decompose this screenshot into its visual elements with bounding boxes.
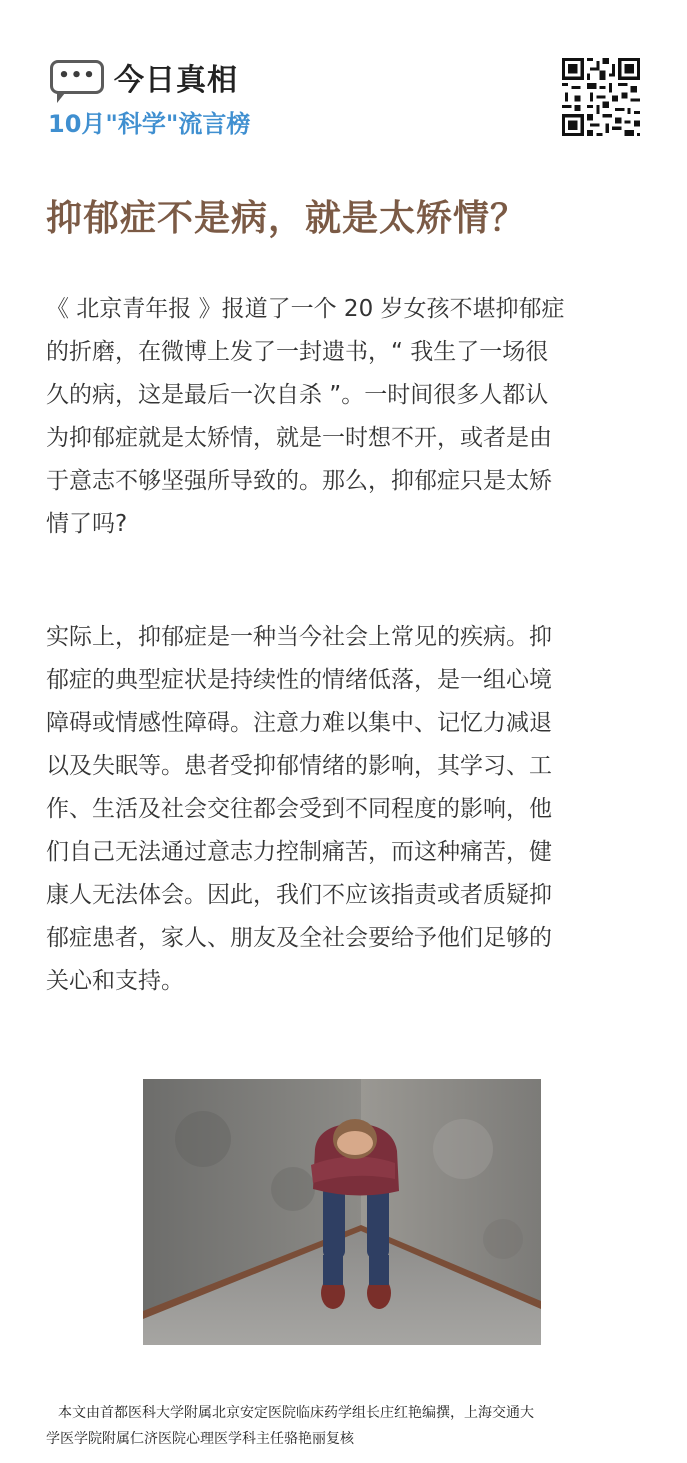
header: [0, 0, 687, 150]
paragraph-line: 久的病，这是最后一次自杀 ”。一时间很多人都认: [46, 382, 549, 408]
article-paragraph-2: [46, 616, 646, 1003]
footer-line: 学医学院附属仁济医院心理医学科主任骆艳丽复核: [46, 1431, 354, 1447]
paragraph-line: 郁症患者，家人、朋友及全社会要给予他们足够的: [46, 925, 552, 951]
paragraph-line: 实际上，抑郁症是一种当今社会上常见的疾病。抑: [46, 624, 552, 650]
paragraph-line: 作、生活及社会交往都会受到不同程度的影响，他: [46, 796, 552, 822]
paragraph-line: 为抑郁症就是太矫情，就是一时想不开，或者是由: [46, 425, 552, 451]
qr-code-icon: [562, 58, 640, 136]
paragraph-line: 关心和支持。: [46, 968, 184, 994]
paragraph-line: 障碍或情感性障碍。注意力难以集中、记忆力减退: [46, 710, 552, 736]
chat-bubble-icon: •••: [50, 60, 104, 94]
paragraph-line: 康人无法体会。因此，我们不应该指责或者质疑抑: [46, 882, 552, 908]
paragraph-line: 以及失眠等。患者受抑郁情绪的影响，其学习、工: [46, 753, 552, 779]
person-sitting-in-corner-photo: [143, 1079, 541, 1345]
brand-subtitle: 10月"科学"流言榜: [48, 110, 251, 138]
paragraph-line: 郁症的典型症状是持续性的情绪低落，是一组心境: [46, 667, 552, 693]
article-paragraph-1: [46, 288, 646, 546]
brand-title: 今日真相: [114, 63, 238, 98]
paragraph-line: 于意志不够坚强所导致的。那么，抑郁症只是太矫: [46, 468, 552, 494]
paragraph-line: 们自己无法通过意志力控制痛苦，而这种痛苦，健: [46, 839, 552, 865]
paragraph-line: 情了吗?: [46, 511, 128, 537]
paragraph-line: 的折磨，在微博上发了一封遗书，“ 我生了一场很: [46, 339, 549, 365]
footer-line: 本文由首都医科大学附属北京安定医院临床药学组长庄红艳编撰，上海交通大: [58, 1405, 534, 1421]
paragraph-line: 《 北京青年报 》报道了一个 20 岁女孩不堪抑郁症: [46, 296, 565, 322]
footer-credits: [46, 1400, 656, 1452]
article-headline: 抑郁症不是病，就是太矫情？: [46, 198, 528, 239]
